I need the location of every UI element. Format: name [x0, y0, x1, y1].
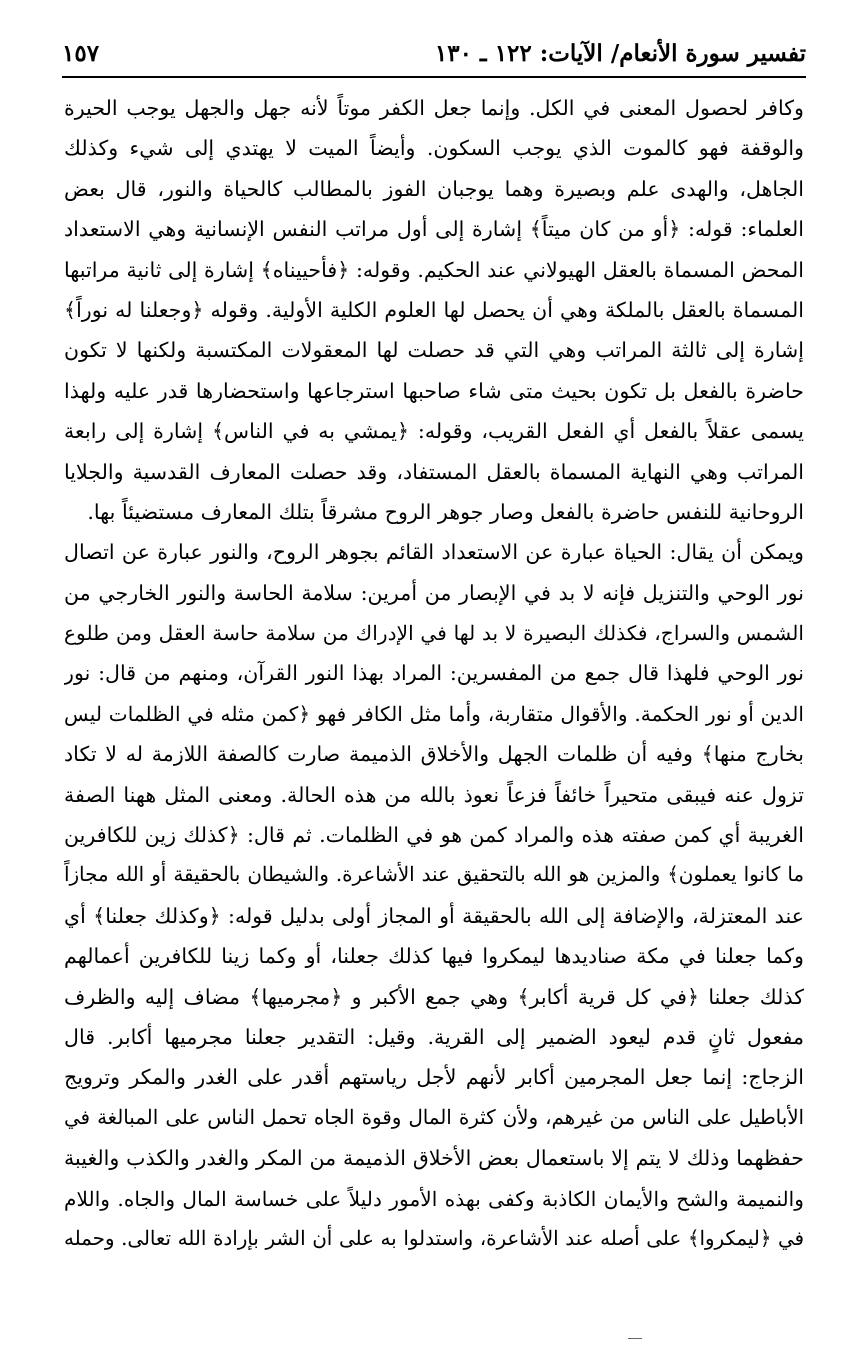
text-line-8: حاضرة بالفعل بل تكون بحيث متى شاء صاحبها استرجاعها واستحضارها قدر عليه ولهذا [64, 378, 804, 403]
text-line-11: الروحانية للنفس حاضرة بالفعل وصار جوهر الروح مشرقاً بتلك المعارف مستضيئاً بها. [87, 499, 804, 524]
text-line-13: نور الوحي والتنزيل فإنه لا بد في الإبصار من أمرين: سلامة الحاسة والنور الخارجي من [64, 580, 804, 605]
text-line-2: والوقفة فهو كالموت الذي يوجب السكون. وأيضاً الميت لا يهتدي إلى شيء وكذلك [64, 136, 804, 161]
text-line-18: تزول عنه فيبقى متحيراً خائفاً فزعاً نعوذ بالله من هذه الحالة. ومعنى المثل ههنا الصفة [64, 782, 804, 807]
text-line-10: المراتب وهي النهاية المسماة بالعقل المستفاد، وقد حصلت المعارف القدسية والجلايا [64, 459, 804, 484]
text-line-28: والنميمة والشح والأيمان الكاذبة وكفى بهذه الأمور دليلاً على خساسة المال والجاه. واللام [64, 1186, 804, 1211]
text-line-27: حفظهما وذلك لا يتم إلا باستعمال بعض الأخلاق الذميمة من المكر والغدر والكذب والغيبة [64, 1146, 804, 1171]
text-line-21: عند المعتزلة، والإضافة إلى الله بالحقيقة أو المجاز أولى بدليل قوله: ﴿وكذلك جعلنا﴾ أي [64, 903, 804, 928]
text-line-19: الغريبة أي كمن صفته هذه والمراد كمن هو في الظلمات. ثم قال: ﴿كذلك زين للكافرين [64, 823, 804, 848]
text-line-29: في ﴿ليمكروا﴾ على أصله عند الأشاعرة، واستدلوا به على أن الشر بإرادة الله تعالى. وحمله [64, 1226, 804, 1250]
text-line-22: وكما جعلنا في مكة صناديدها ليمكروا فيها كذلك جعلنا، أو وكما زينا للكافرين أعمالهم [64, 944, 804, 969]
text-line-1: وكافر لحصول المعنى في الكل. وإنما جعل الكفر موتاً لأنه جهل والجهل يوجب الحيرة [64, 96, 804, 120]
text-line-12: ويمكن أن يقال: الحياة عبارة عن الاستعداد القائم بجوهر الروح، والنور عبارة عن اتصال [64, 540, 804, 565]
text-line-17: بخارج منها﴾ وفيه أن ظلمات الجهل والأخلاق الذميمة صارت كالصفة اللازمة له لا تكاد [64, 742, 804, 767]
page-number: ١٥٧ [62, 40, 100, 67]
text-line-14: الشمس والسراج، فكذلك البصيرة لا بد لها في الإدراك من سلامة حاسة العقل ومن طلوع [64, 621, 804, 646]
text-line-24: مفعول ثانٍ قدم ليعود الضمير إلى القرية. وقيل: التقدير جعلنا مجرميها أكابر. قال [64, 1024, 804, 1049]
text-line-5: المحض المسماة بالعقل الهيولاني عند الحكيم. وقوله: ﴿فأحييناه﴾ إشارة إلى ثانية مراتبها [64, 257, 804, 282]
text-line-15: نور الوحي فلهذا قال جمع من المفسرين: المراد بهذا النور القرآن، ومنهم من قال: نور [64, 661, 804, 686]
text-line-7: إشارة إلى ثالثة المراتب وهي التي قد حصلت لها المعقولات المكتسبة ولكنها لا تكون [64, 338, 804, 363]
running-title: تفسير سورة الأنعام/ الآيات: ١٢٢ ـ ١٣٠ [434, 40, 806, 67]
text-line-23: كذلك جعلنا ﴿في كل قرية أكابر﴾ وهي جمع الأكبر و ﴿مجرميها﴾ مضاف إليه والظرف [64, 984, 804, 1009]
text-line-16: الدين أو نور الحكمة. والأقوال متقاربة، وأما مثل الكافر فهو ﴿كمن مثله في الظلمات ليس [64, 701, 804, 726]
header-rule [62, 76, 806, 78]
text-line-26: الأباطيل على الناس من غيرهم، ولأن كثرة المال وقوة الجاه تحمل الناس على المبالغة في [64, 1105, 804, 1129]
text-line-9: يسمى عقلاً بالفعل أي الفعل القريب، وقوله: ﴿يمشي به في الناس﴾ إشارة إلى رابعة [64, 419, 804, 444]
scan-mark [628, 1338, 642, 1341]
text-line-6: المسماة بالعقل بالملكة وهي أن يحصل لها العلوم الكلية الأولية. وقوله ﴿وجعلنا له نوراً﴾ [64, 297, 804, 322]
text-line-20: ما كانوا يعملون﴾ والمزين هو الله بالتحقيق عند الأشاعرة. والشيطان بالحقيقة أو الله مجازاً [64, 863, 804, 887]
page-header [62, 40, 806, 74]
text-line-3: الجاهل، والهدى علم وبصيرة وهما يوجبان الفوز بالمطالب كالحياة والنور، قال بعض [64, 176, 804, 201]
page-body [64, 88, 804, 1259]
text-line-4: العلماء: قوله: ﴿أو من كان ميتاً﴾ إشارة إلى أول مراتب النفس الإنسانية وهي الاستعداد [64, 217, 804, 242]
text-line-25: الزجاج: إنما جعل المجرمين أكابر لأنهم لأجل رياستهم أقدر على الغدر والمكر وترويج [64, 1065, 804, 1090]
